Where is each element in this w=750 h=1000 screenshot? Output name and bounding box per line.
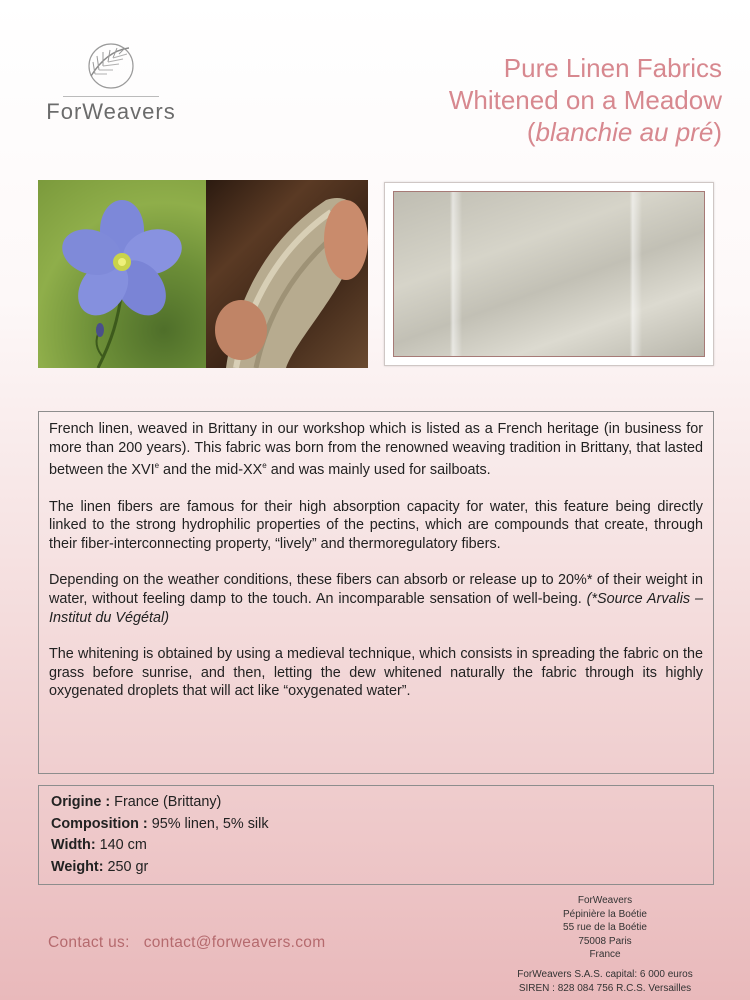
spec-width bbox=[51, 835, 701, 857]
spec-origin-value: France (Brittany) bbox=[110, 794, 222, 810]
address-line: France bbox=[589, 949, 621, 961]
spec-weight-label: Weight: bbox=[51, 858, 104, 875]
address-line: Pépinière la Boétie bbox=[563, 908, 647, 920]
spec-origin bbox=[51, 792, 701, 814]
spec-weight-value: 250 gr bbox=[103, 858, 149, 875]
description-box bbox=[38, 411, 714, 774]
spec-composition bbox=[51, 814, 701, 836]
description-p1-sup-2: e bbox=[262, 461, 267, 471]
title-french-phrase: blanchie au pré bbox=[535, 117, 714, 147]
title-paren-open: ( bbox=[526, 117, 536, 147]
flax-fiber-illustration bbox=[206, 180, 368, 368]
title-paren-close: ) bbox=[713, 117, 722, 147]
company-address bbox=[490, 894, 720, 962]
logo-divider bbox=[63, 96, 159, 97]
spec-box bbox=[38, 785, 714, 885]
description-paragraph-1 bbox=[49, 420, 703, 480]
spec-origin-label: Origine : bbox=[51, 794, 111, 810]
description-p1-text-a: French linen, weaved in Brittany in our workshop which is listed as a French heritage (in business for more than 200 years). This fabric was born from the renowned weaving tradition in Brittany, that lasted between the XVI bbox=[49, 421, 703, 478]
contact-line bbox=[48, 934, 325, 952]
linen-fabric-swatch bbox=[393, 191, 705, 357]
description-p1-text-b: and the mid-XX bbox=[159, 461, 263, 478]
spec-width-label: Width: bbox=[51, 837, 96, 853]
description-p1-sup-1: e bbox=[154, 461, 160, 471]
brand-logo bbox=[36, 40, 186, 125]
contact-label: Contact us: bbox=[48, 934, 130, 951]
spec-composition-value: 95% linen, 5% silk bbox=[147, 815, 269, 832]
feather-wreath-icon bbox=[83, 40, 139, 92]
description-p1-text-c: and was mainly used for sailboats. bbox=[266, 461, 491, 478]
legal-line: SIREN : 828 084 756 R.C.S. Versailles bbox=[518, 982, 692, 994]
legal-line: ForWeavers S.A.S. capital: 6 000 euros bbox=[517, 969, 693, 980]
address-line: ForWeavers bbox=[577, 895, 633, 906]
description-paragraph-2: The linen fibers are famous for their high absorption capacity for water, this feature being directly linked to the strong hydrophilic properties of the pectins, which are compounds that create, through their fiber-interconnecting property, “lively” and thermoregulatory fibers. bbox=[49, 498, 703, 552]
spec-width-value: 140 cm bbox=[95, 837, 147, 853]
brand-name: ForWeavers bbox=[46, 99, 176, 124]
title-line-3 bbox=[449, 116, 722, 148]
flax-fiber-hands-photo bbox=[206, 180, 368, 368]
spec-weight bbox=[51, 857, 701, 879]
flax-flower-photo bbox=[38, 180, 206, 368]
linen-fabric-photo bbox=[384, 182, 714, 366]
contact-email-link[interactable]: contact@forweavers.com bbox=[143, 934, 326, 951]
spec-composition-label: Composition : bbox=[51, 815, 148, 832]
title-line-1: Pure Linen Fabrics bbox=[503, 53, 722, 83]
description-paragraph-3 bbox=[49, 571, 703, 627]
description-paragraph-4: The whitening is obtained by using a medieval technique, which consists in spreading the fabric on the grass before sunrise, and then, letting the dew whitened naturally the fabric through its highly oxygenated droplets that will act like “oxygenated water”. bbox=[49, 646, 703, 700]
address-line: 75008 Paris bbox=[578, 935, 632, 947]
description-p3-text: Depending on the weather conditions, these fibers can absorb or release up to 20%* of their weight in water, without feeling damp to the touch. An incomparable sensation of well-being. bbox=[49, 572, 703, 607]
title-line-2: Whitened on a Meadow bbox=[448, 85, 722, 115]
address-line: 55 rue de la Boétie bbox=[563, 922, 647, 934]
page-title bbox=[449, 52, 722, 148]
company-legal bbox=[480, 968, 730, 995]
flax-flower-illustration bbox=[38, 180, 206, 368]
description-p3-source: (*Source Arvalis – Institut du Végétal) bbox=[49, 590, 703, 626]
